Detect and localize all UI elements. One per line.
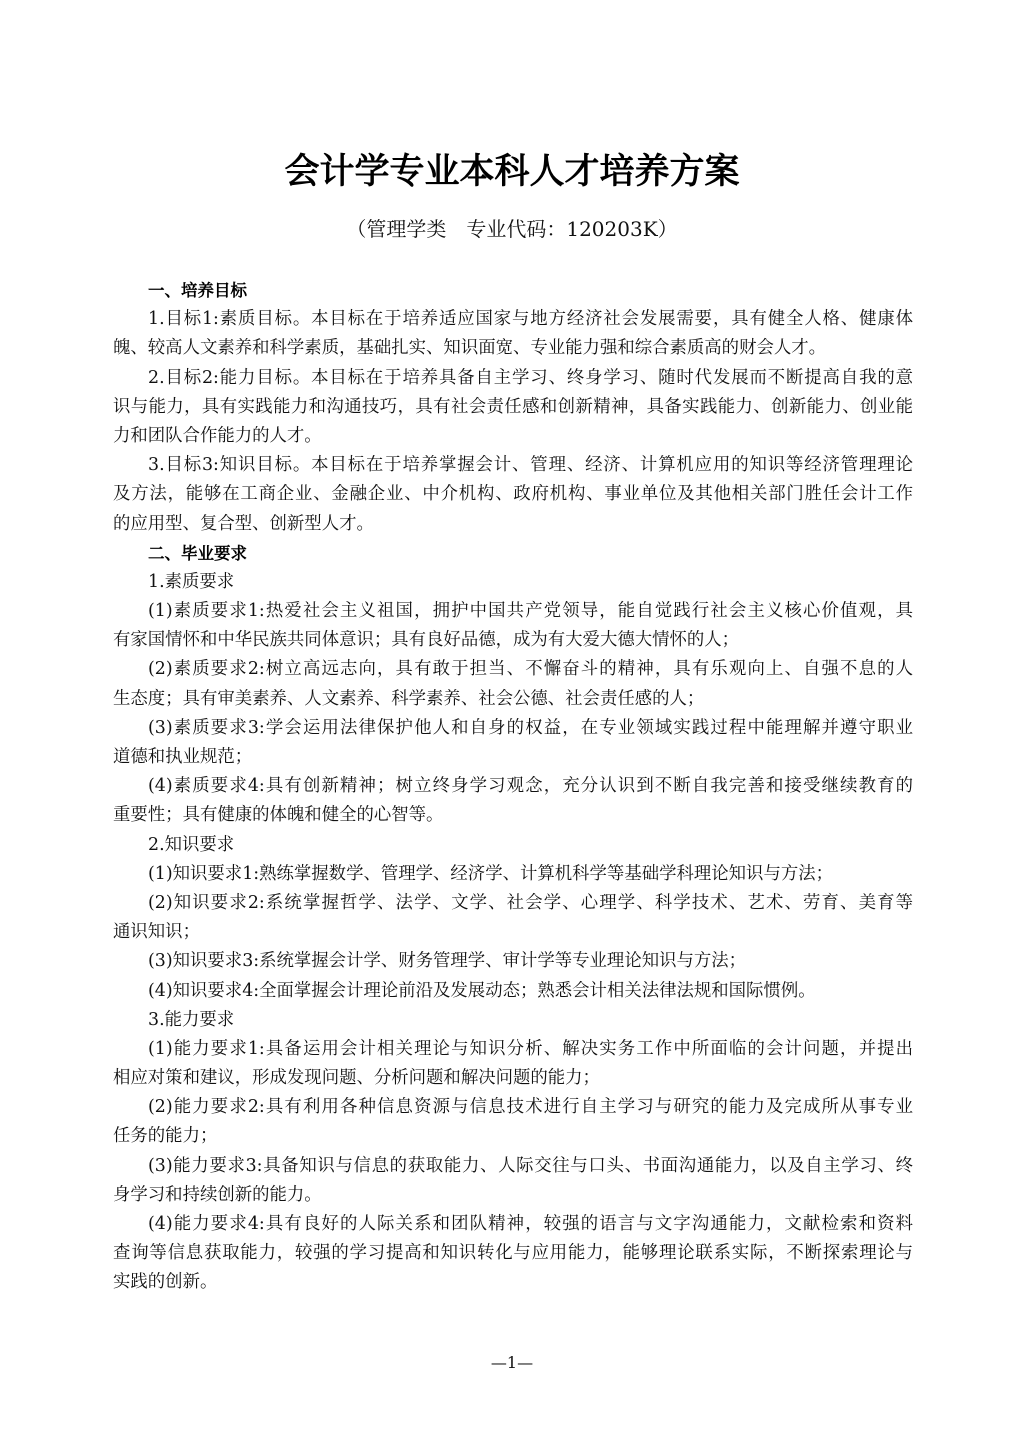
paragraph-line: (3)能力要求3:具备知识与信息的获取能力、人际交往与口头、书面沟通能力，以及自主学习、终 (148, 1155, 913, 1176)
paragraph-knowledge-4 (113, 977, 913, 1006)
document-title: 会计学专业本科人才培养方案 (284, 152, 740, 192)
document-subtitle: （管理学类 专业代码：120203K） (346, 217, 678, 241)
subsection-heading-quality: 1.素质要求 (148, 571, 235, 592)
paragraph-line: (4)素质要求4:具有创新精神；树立终身学习观念，充分认识到不断自我完善和接受继续教育的 (148, 776, 913, 797)
section-heading-graduation-requirements: 二、毕业要求 (148, 543, 247, 563)
paragraph-line: 的应用型、复合型、创新型人才。 (113, 513, 374, 534)
paragraph-line: (1)能力要求1:具备运用会计相关理论与知识分析、解决实务工作中所面临的会计问题，并提出 (148, 1038, 913, 1059)
paragraph-quality-1 (113, 597, 913, 655)
paragraph-line: (2)能力要求2:具有利用各种信息资源与信息技术进行自主学习与研究的能力及完成所从事专业 (148, 1097, 913, 1118)
paragraph-line: 魄、较高人文素养和科学素质，基础扎实、知识面宽、专业能力强和综合素质高的财会人才。 (113, 338, 827, 359)
paragraph-quality-4 (113, 772, 913, 830)
paragraph-line: 查询等信息获取能力，较强的学习提高和知识转化与应用能力，能够理论联系实际，不断探索理论与 (113, 1243, 913, 1264)
paragraph-line: 通识知识； (113, 922, 200, 943)
paragraph-quality-2 (113, 655, 913, 713)
paragraph-line: 生态度；具有审美素养、人文素养、科学素养、社会公德、社会责任感的人； (113, 688, 705, 709)
page-number: —1— (490, 1353, 534, 1372)
paragraph-line: (1)知识要求1:熟练掌握数学、管理学、经济学、计算机科学等基础学科理论知识与方法； (148, 863, 834, 884)
paragraph-line: 身学习和持续创新的能力。 (113, 1184, 322, 1205)
paragraph-goal-2 (113, 364, 913, 452)
paragraph-line: (3)知识要求3:系统掌握会计学、财务管理学、审计学等专业理论知识与方法； (148, 951, 747, 972)
paragraph-line: (4)能力要求4:具有良好的人际关系和团队精神，较强的语言与文字沟通能力，文献检索和资料 (148, 1214, 913, 1234)
paragraph-line: (2)知识要求2:系统掌握哲学、法学、文学、社会学、心理学、科学技术、艺术、劳育、美育等 (148, 892, 913, 913)
paragraph-line: 重要性；具有健康的体魄和健全的心智等。 (113, 805, 444, 826)
subsection-heading-ability: 3.能力要求 (148, 1009, 235, 1030)
paragraph-ability-3 (113, 1152, 913, 1210)
paragraph-ability-4 (113, 1210, 913, 1298)
paragraph-knowledge-3 (113, 947, 913, 976)
paragraph-line: 及方法，能够在工商企业、金融企业、中介机构、政府机构、事业单位及其他相关部门胜任会计工作 (113, 484, 913, 505)
section-heading-training-goals: 一、培养目标 (148, 281, 247, 300)
paragraph-line: 有家国情怀和中华民族共同体意识；具有良好品德，成为有大爱大德大情怀的人； (113, 630, 740, 651)
document-body (113, 276, 913, 1298)
paragraph-quality-3 (113, 714, 913, 772)
subsection-heading-knowledge: 2.知识要求 (148, 834, 235, 855)
paragraph-line: (1)素质要求1:热爱社会主义祖国，拥护中国共产党领导，能自觉践行社会主义核心价值观，具 (148, 601, 913, 622)
paragraph-goal-3 (113, 451, 913, 539)
paragraph-line: 任务的能力； (113, 1126, 218, 1147)
paragraph-ability-1 (113, 1035, 913, 1093)
paragraph-line: 道德和执业规范； (113, 747, 253, 767)
paragraph-line: 力和团队合作能力的人才。 (113, 425, 322, 446)
paragraph-line: 3.目标3:知识目标。本目标在于培养掌握会计、管理、经济、计算机应用的知识等经济管理理论 (148, 455, 913, 476)
paragraph-ability-2 (113, 1093, 913, 1151)
paragraph-goal-1 (113, 305, 913, 363)
paragraph-knowledge-2 (113, 889, 913, 947)
paragraph-knowledge-1 (113, 860, 913, 889)
paragraph-line: 2.目标2:能力目标。本目标在于培养具备自主学习、终身学习、随时代发展而不断提高自我的意 (148, 367, 913, 388)
paragraph-line: 相应对策和建议，形成发现问题、分析问题和解决问题的能力； (113, 1068, 600, 1089)
paragraph-line: 1.目标1:素质目标。本目标在于培养适应国家与地方经济社会发展需要，具有健全人格、健康体 (148, 309, 913, 330)
paragraph-line: (3)素质要求3:学会运用法律保护他人和自身的权益，在专业领域实践过程中能理解并遵守职业 (148, 717, 913, 738)
paragraph-line: 识与能力，具有实践能力和沟通技巧，具有社会责任感和创新精神，具备实践能力、创新能力、创业能 (113, 396, 913, 417)
paragraph-line: 实践的创新。 (113, 1272, 218, 1293)
paragraph-line: (2)素质要求2:树立高远志向，具有敢于担当、不懈奋斗的精神，具有乐观向上、自强不息的人 (148, 659, 913, 680)
paragraph-line: (4)知识要求4:全面掌握会计理论前沿及发展动态；熟悉会计相关法律法规和国际惯例。 (148, 980, 816, 1001)
